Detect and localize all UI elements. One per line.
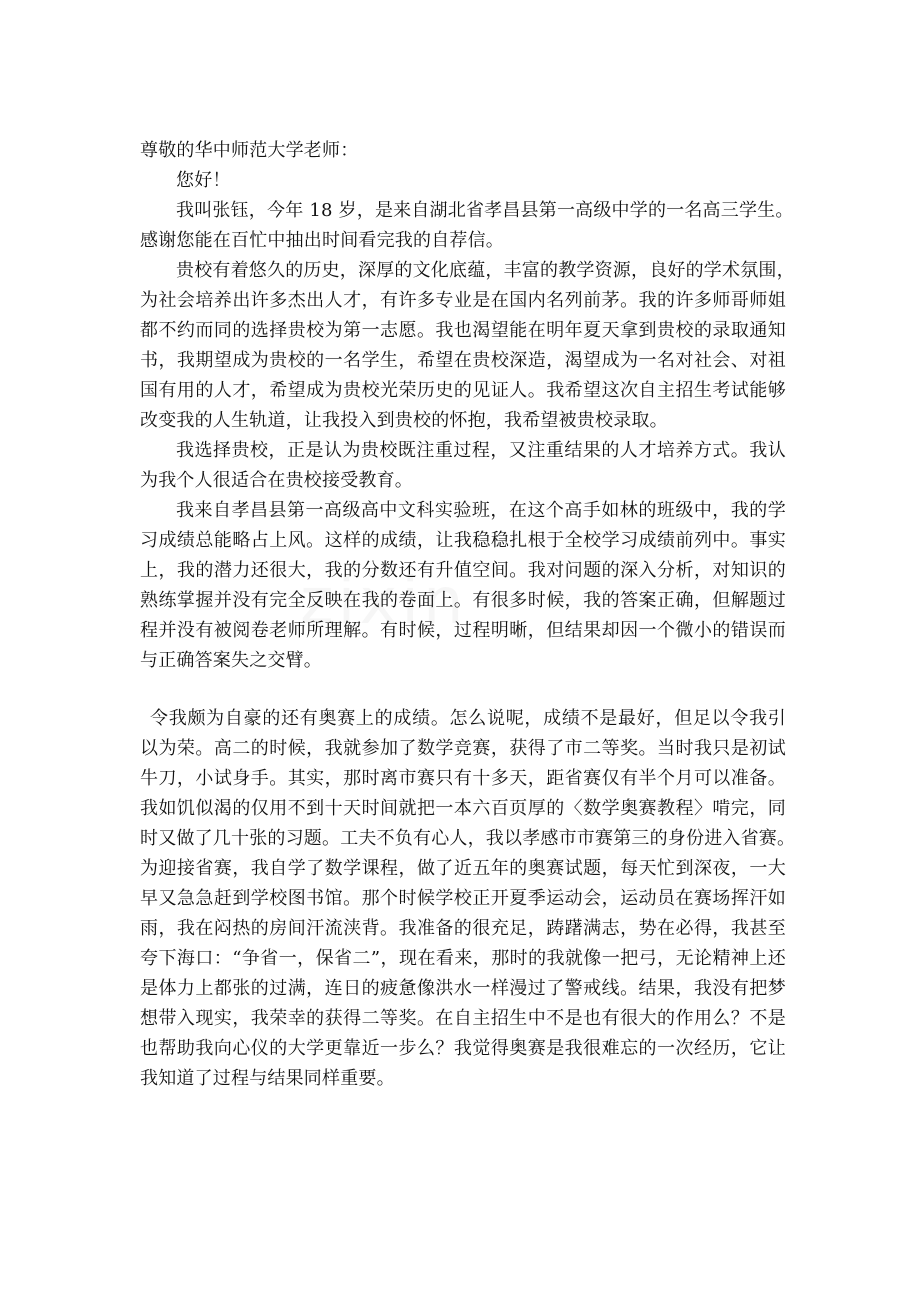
paragraph-line: 我叫张钰，今年 18 岁，是来自湖北省孝昌县第一高级中学的一名高三学生。: [176, 200, 794, 221]
paragraph-line: 是体力上都张的过满，连日的疲惫像洪水一样漫过了警戒线。结果，我没有把梦: [140, 978, 786, 999]
paragraph-line: 上，我的潜力还很大，我的分数还有升值空间。我对问题的深入分析，对知识的: [140, 560, 786, 581]
paragraph-line: 想带入现实，我荣幸的获得二等奖。在自主招生中不是也有很大的作用么？不是: [140, 1008, 786, 1029]
paragraph-line: 熟练掌握并没有完全反映在我的卷面上。有很多时候，我的答案正确，但解题过: [140, 590, 786, 611]
paragraph-line: 我选择贵校，正是认为贵校既注重过程，又注重结果的人才培养方式。我认: [176, 440, 786, 461]
greeting: 您好！: [176, 170, 231, 191]
paragraph-school: [140, 256, 795, 436]
paragraph-line: 都不约而同的选择贵校为第一志愿。我也渴望能在明年夏天拿到贵校的录取通知: [140, 320, 786, 341]
paragraph-line: 夸下海口：“争省一，保省二”，现在看来，那时的我就像一把弓，无论精神上还: [140, 948, 786, 969]
paragraph-line: 为社会培养出许多杰出人才，有许多专业是在国内名列前茅。我的许多师哥师姐: [140, 290, 786, 311]
paragraph-line: 感谢您能在百忙中抽出时间看完我的自荐信。: [140, 230, 504, 251]
paragraph-line: 为我个人很适合在贵校接受教育。: [140, 470, 413, 491]
paragraph-line: 国有用的人才，希望成为贵校光荣历史的见证人。我希望这次自主招生考试能够: [140, 380, 786, 401]
paragraph-line: 牛刀，小试身手。其实，那时离市赛只有十多天，距省赛仅有半个月可以准备。: [140, 768, 786, 789]
paragraph-choice: [140, 436, 786, 496]
paragraph-olympiad: [140, 704, 796, 1094]
paragraph-intro: [140, 196, 794, 256]
paragraph-line: 改变我的人生轨道，让我投入到贵校的怀抱，我希望被贵校录取。: [140, 410, 668, 431]
paragraph-line: 我知道了过程与结果同样重要。: [140, 1068, 395, 1089]
paragraph-line: 令我颇为自豪的还有奥赛上的成绩。怎么说呢，成绩不是最好，但足以令我引: [150, 708, 786, 729]
paragraph-line: 雨，我在闷热的房间汗流浃背。我准备的很充足，踌躇满志，势在必得，我甚至: [140, 918, 786, 939]
paragraph-line: 时又做了几十张的习题。工夫不负有心人，我以孝感市市赛第三的身份进入省赛。: [140, 828, 796, 849]
salutation: 尊敬的华中师范大学老师：: [140, 140, 359, 161]
paragraph-line: 与正确答案失之交臂。: [140, 650, 322, 671]
letter-page: [140, 136, 796, 1094]
paragraph-gap: [140, 676, 786, 704]
paragraph-line: 习成绩总能略占上风。这样的成绩，让我稳稳扎根于全校学习成绩前列中。事实: [140, 530, 786, 551]
paragraph-line: 为迎接省赛，我自学了数学课程，做了近五年的奥赛试题，每天忙到深夜，一大: [140, 858, 786, 879]
paragraph-grades: [140, 496, 786, 676]
paragraph-line: 也帮助我向心仪的大学更靠近一步么？我觉得奥赛是我很难忘的一次经历，它让: [140, 1038, 786, 1059]
paragraph-line: 书，我期望成为贵校的一名学生，希望在贵校深造，渴望成为一名对社会、对祖: [140, 350, 786, 371]
paragraph-line: 我如饥似渴的仅用不到十天时间就把一本六百页厚的〈数学奥赛教程〉啃完，同: [140, 798, 786, 819]
paragraph-line: 以为荣。高二的时候，我就参加了数学竞赛，获得了市二等奖。当时我只是初试: [140, 738, 786, 759]
paragraph-line: 我来自孝昌县第一高级高中文科实验班，在这个高手如林的班级中，我的学: [176, 500, 786, 521]
paragraph-line: 贵校有着悠久的历史，深厚的文化底蕴，丰富的教学资源，良好的学术氛围，: [176, 260, 795, 281]
paragraph-line: 程并没有被阅卷老师所理解。有时候，过程明晰，但结果却因一个微小的错误而: [140, 620, 786, 641]
paragraph-line: 早又急急赶到学校图书馆。那个时候学校正开夏季运动会，运动员在赛场挥汗如: [140, 888, 786, 909]
